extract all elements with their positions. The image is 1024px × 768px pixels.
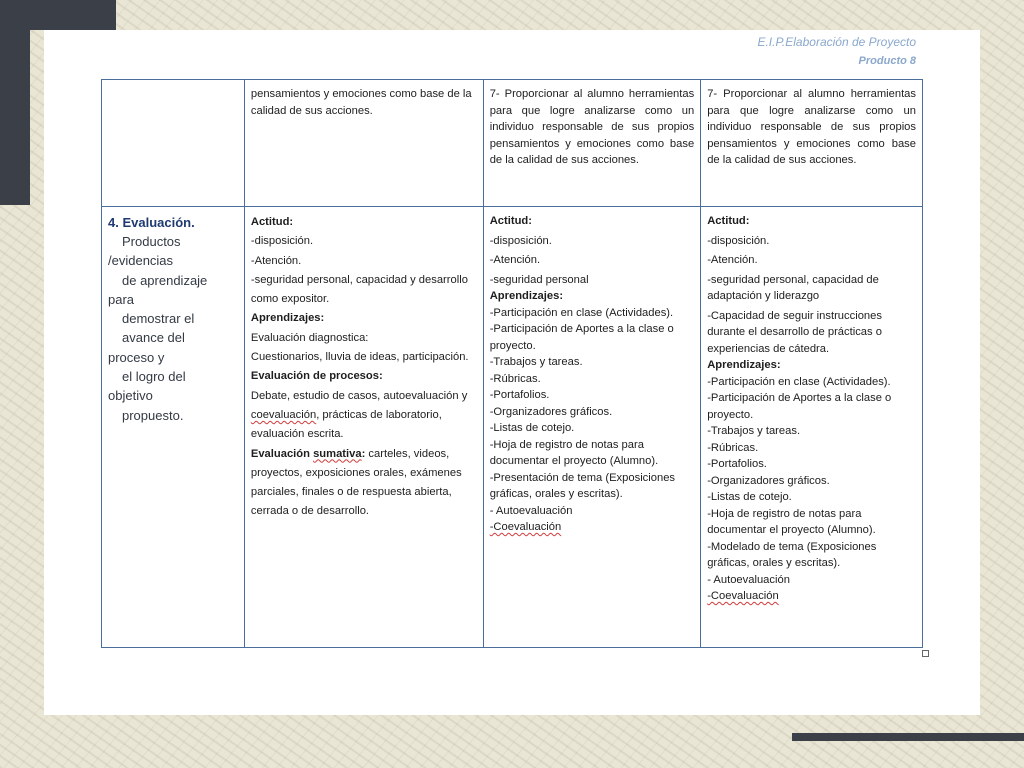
row1-col1-cell: [102, 80, 245, 207]
description-line: para: [108, 291, 135, 307]
actitud-heading: Actitud:: [489, 215, 532, 227]
aprendizajes-heading: Aprendizajes:: [250, 312, 325, 325]
row2-col1-cell: [102, 207, 245, 648]
header-project-title: E.I.P.Elaboración de Proyecto: [757, 35, 916, 49]
row1-col4-text: 7- Proporcionar al alumno herramientas para que logre analizarse como un individuo responsable de sus propios pensamientos y emociones como base de la calidad de sus acciones.: [707, 88, 916, 166]
list-item: -Trabajos y tareas.: [707, 425, 801, 437]
list-item: -Organizadores gráficos.: [489, 405, 613, 418]
summative-text: [251, 445, 477, 522]
description-line: proceso y: [108, 349, 165, 365]
diagnostic-label: Evaluación diagnostica:: [250, 331, 369, 344]
process-text-b: , prácticas de laboratorio, evaluación escrita.: [250, 408, 442, 441]
row2-col4-cell: [701, 207, 923, 648]
coevaluacion-word: coevaluación: [250, 408, 317, 421]
description-line: el logro del: [122, 369, 186, 385]
slide-page: [44, 30, 980, 715]
row1-col2-cell: [244, 80, 483, 207]
summative-label-a: Evaluación: [250, 447, 314, 460]
list-item: -Hoja de registro de notas para documentar el proyecto (Alumno).: [489, 438, 659, 467]
evaluation-table: [101, 79, 923, 648]
list-item: -Atención.: [250, 254, 302, 267]
table-row: [102, 80, 923, 207]
list-item: -Participación en clase (Actividades).: [489, 306, 674, 319]
header-product-number: Producto 8: [858, 55, 916, 67]
actitud-heading: Actitud:: [707, 215, 750, 227]
row2-col3-cell: [483, 207, 701, 648]
row1-col4-cell: [701, 80, 923, 207]
list-item: -Modelado de tema (Exposiciones gráficas, orales y escritas).: [707, 540, 877, 569]
coevaluacion-item: -Coevaluación: [489, 521, 562, 533]
process-label: Evaluación de procesos:: [250, 370, 383, 383]
list-item: -seguridad personal, capacidad y desarrollo como expositor.: [250, 273, 468, 306]
bottom-accent-line: [792, 733, 1024, 741]
list-item: -Organizadores gráficos.: [707, 474, 830, 487]
row1-col2-text: pensamientos y emociones como base de la calidad de sus acciones.: [250, 88, 472, 117]
list-item: -Participación en clase (Actividades).: [707, 375, 891, 388]
diagnostic-text: Cuestionarios, lluvia de ideas, participación.: [250, 351, 469, 364]
list-item: -seguridad personal, capacidad de adaptación y liderazgo: [707, 273, 879, 302]
list-item: -Presentación de tema (Exposiciones gráficas, orales y escritas).: [489, 471, 676, 500]
list-item: -disposición.: [250, 235, 314, 248]
summative-label-c: :: [361, 447, 366, 460]
description-line: objetivo: [108, 388, 153, 404]
list-item: -Trabajos y tareas.: [489, 356, 583, 368]
description-line: Productos: [122, 234, 181, 249]
aprendizajes-heading: Aprendizajes:: [489, 290, 564, 302]
description-line: demostrar el: [122, 311, 195, 327]
summative-body: carteles, videos, proyectos, exposiciones orales, exámenes parciales, finales o de respuesta abierta, cerrada o de desarrollo.: [250, 447, 462, 518]
process-text-a: Debate, estudio de casos, autoevaluación y: [250, 389, 468, 402]
aprendizajes-heading: Aprendizajes:: [707, 359, 781, 371]
resize-handle[interactable]: [922, 650, 929, 657]
description-line: de aprendizaje: [122, 272, 208, 288]
list-item: -Portafolios.: [707, 458, 767, 470]
summative-label-b: sumativa: [313, 447, 362, 460]
list-item: - Autoevaluación: [489, 504, 573, 517]
list-item: -Listas de cotejo.: [707, 491, 792, 503]
list-item: -Rúbricas.: [707, 441, 759, 454]
list-item: -Listas de cotejo.: [489, 422, 575, 434]
corner-decoration-top: [30, 0, 116, 30]
evaluation-description: [108, 232, 238, 425]
row1-col3-cell: [483, 80, 701, 207]
coevaluacion-item: -Coevaluación: [707, 590, 779, 602]
list-item: -Participación de Aportes a la clase o proyecto.: [489, 323, 674, 352]
list-item: -Capacidad de seguir instrucciones durante el desarrollo de prácticas o experiencias de cátedra.: [707, 309, 882, 355]
list-item: -disposición.: [489, 234, 552, 247]
left-accent-line: [0, 170, 30, 178]
description-line: /evidencias: [108, 253, 174, 269]
list-item: -Portafolios.: [489, 389, 550, 401]
list-item: -Rúbricas.: [489, 372, 541, 385]
list-item: -disposición.: [707, 234, 770, 247]
table-row: [102, 207, 923, 648]
row2-col2-cell: [244, 207, 483, 648]
process-text: [251, 387, 477, 445]
row1-col3-text: 7- Proporcionar al alumno herramientas para que logre analizarse como un individuo responsable de sus propios pensamientos y emociones como base de la calidad de sus acciones.: [489, 88, 695, 166]
actitud-heading: Actitud:: [250, 216, 294, 228]
evaluation-title: 4. Evaluación.: [108, 215, 195, 230]
list-item: - Autoevaluación: [707, 573, 790, 586]
list-item: -Hoja de registro de notas para documentar el proyecto (Alumno).: [707, 507, 876, 536]
list-item: -Participación de Aportes a la clase o proyecto.: [707, 392, 892, 421]
list-item: -Atención.: [707, 254, 758, 266]
list-item: -Atención.: [489, 254, 541, 266]
description-line: avance del: [122, 330, 185, 346]
list-item: -seguridad personal: [489, 273, 589, 286]
description-line: propuesto.: [122, 407, 184, 423]
